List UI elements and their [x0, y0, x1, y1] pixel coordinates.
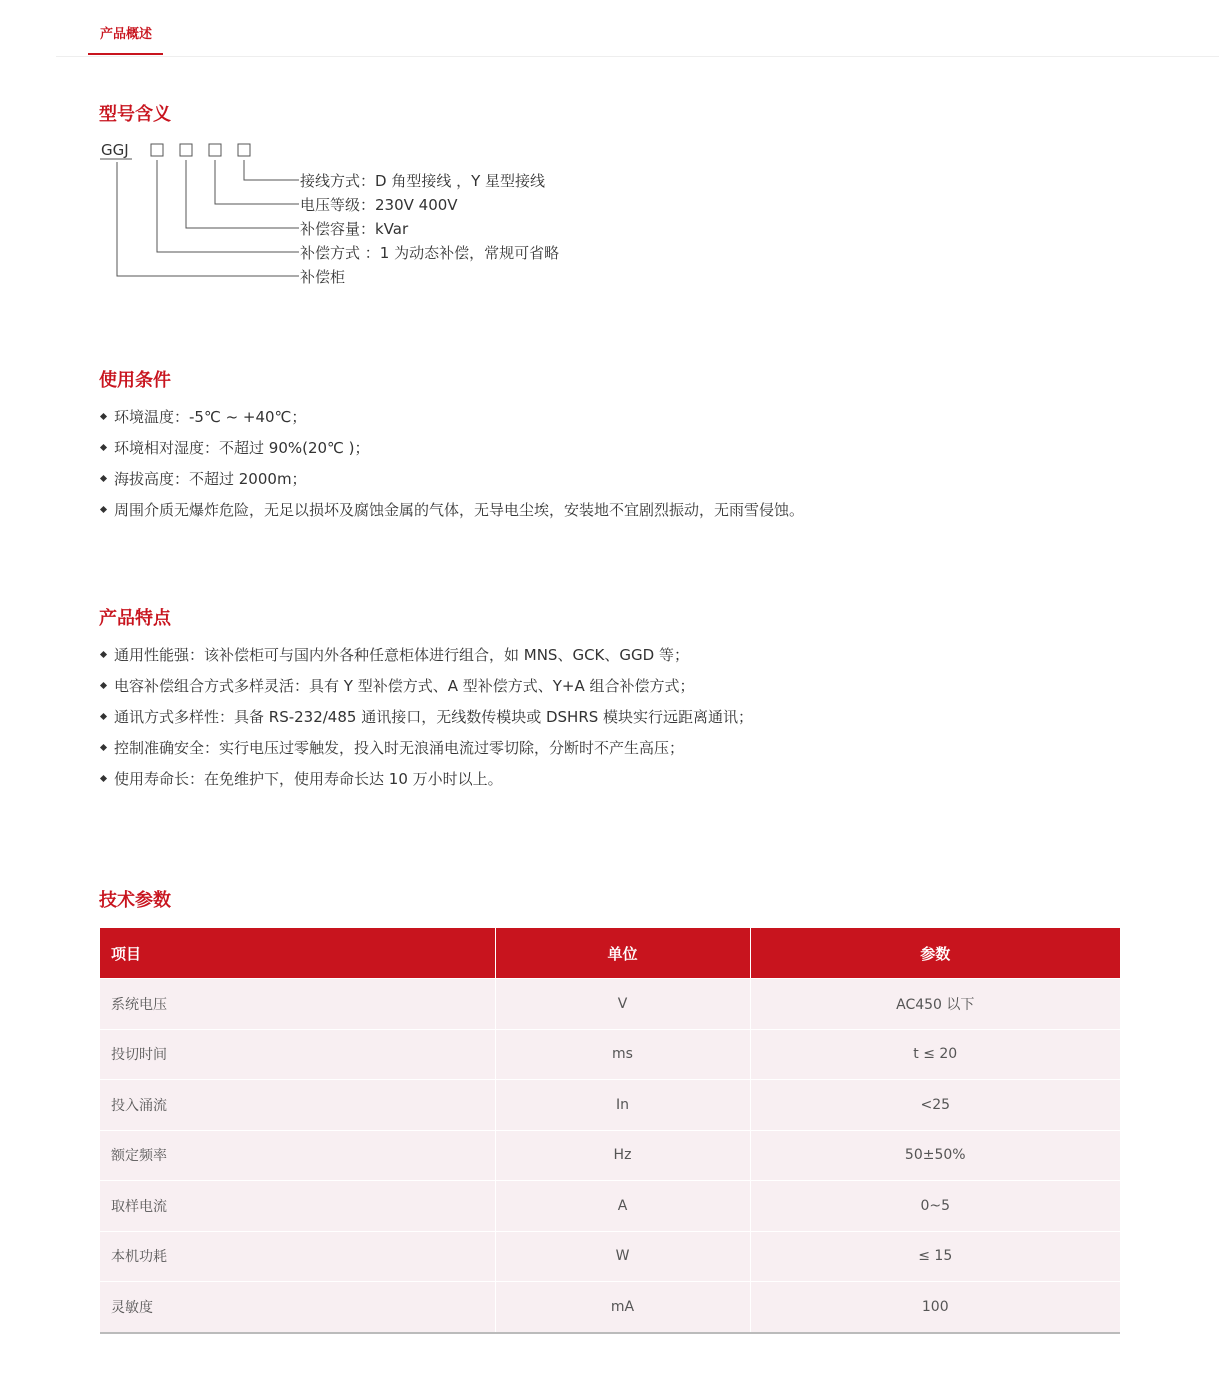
- tab-product-overview[interactable]: [88, 0, 163, 55]
- bullet-icon: [100, 506, 107, 513]
- list-item-text: 通用性能强：该补偿柜可与国内外各种任意柜体进行组合，如 MNS、GCK、GGD 等；: [114, 646, 689, 664]
- cell-item: 额定频率: [100, 1130, 495, 1181]
- cell-unit: A: [495, 1181, 750, 1232]
- list-item-text: 使用寿命长：在免维护下，使用寿命长达 10 万小时以上。: [114, 770, 503, 788]
- cell-unit: Hz: [495, 1130, 750, 1181]
- cell-item: 灵敏度: [100, 1282, 495, 1333]
- cell-item: 系统电压: [100, 979, 495, 1030]
- section-title-model: 型号含义: [99, 104, 171, 125]
- list-item-text: 环境相对湿度：不超过 90%(20℃ )；: [114, 439, 370, 457]
- features-list: [99, 644, 753, 799]
- conditions-list: [99, 406, 804, 530]
- table-row: [100, 1282, 1120, 1333]
- list-item: [99, 437, 804, 468]
- model-line-voltage: 电压等级：230V 400V: [300, 196, 458, 214]
- list-item: [99, 468, 804, 499]
- bullet-icon: [100, 682, 107, 689]
- table-row: [100, 1130, 1120, 1181]
- section-title-conditions: 使用条件: [99, 370, 171, 391]
- model-line-capacity: 补偿容量：kVar: [300, 220, 409, 238]
- cell-unit: W: [495, 1231, 750, 1282]
- list-item-text: 周围介质无爆炸危险，无足以损坏及腐蚀金属的气体，无导电尘埃，安装地不宜剧烈振动，无雨雪侵蚀。: [114, 501, 805, 519]
- cell-value: AC450 以下: [750, 979, 1120, 1030]
- table-row: [100, 1080, 1120, 1131]
- list-item: [99, 706, 753, 737]
- list-item: [99, 737, 753, 768]
- cell-item: 本机功耗: [100, 1231, 495, 1282]
- cell-value: 50±50%: [750, 1130, 1120, 1181]
- cell-unit: mA: [495, 1282, 750, 1333]
- cell-item: 取样电流: [100, 1181, 495, 1232]
- list-item-text: 控制准确安全：实行电压过零触发，投入时无浪涌电流过零切除，分断时不产生高压；: [114, 739, 685, 757]
- cell-value: <25: [750, 1080, 1120, 1131]
- cell-value: 100: [750, 1282, 1120, 1333]
- header-unit: 单位: [495, 928, 750, 979]
- spec-table: [100, 928, 1120, 1334]
- list-item: [99, 406, 804, 437]
- model-line-mode: 补偿方式 ：1 为动态补偿，常规可省略: [300, 244, 560, 262]
- cell-unit: V: [495, 979, 750, 1030]
- cell-unit: In: [495, 1080, 750, 1131]
- bullet-icon: [100, 744, 107, 751]
- header-item: 项目: [100, 928, 495, 979]
- bullet-icon: [100, 651, 107, 658]
- model-code: GGJ: [101, 141, 129, 159]
- model-line-wiring: 接线方式：D 角型接线 ，Y 星型接线: [300, 172, 546, 190]
- table-header-row: [100, 928, 1120, 979]
- bullet-icon: [100, 713, 107, 720]
- header-value: 参数: [750, 928, 1120, 979]
- section-title-features: 产品特点: [99, 608, 171, 629]
- table-row: [100, 1231, 1120, 1282]
- table-row: [100, 979, 1120, 1030]
- cell-value: ≤ 15: [750, 1231, 1120, 1282]
- bullet-icon: [100, 475, 107, 482]
- section-title-params: 技术参数: [99, 890, 171, 911]
- cell-unit: ms: [495, 1029, 750, 1080]
- table-row: [100, 1181, 1120, 1232]
- model-code-diagram: [99, 138, 619, 288]
- cell-value: 0~5: [750, 1181, 1120, 1232]
- bullet-icon: [100, 775, 107, 782]
- model-line-cabinet: 补偿柜: [300, 268, 346, 286]
- list-item-text: 通讯方式多样性：具备 RS-232/485 通讯接口，无线数传模块或 DSHRS 模块实行远距离通讯；: [114, 708, 754, 726]
- bullet-icon: [100, 413, 107, 420]
- cell-item: 投入涌流: [100, 1080, 495, 1131]
- list-item-text: 电容补偿组合方式多样灵活：具有 Y 型补偿方式、A 型补偿方式、Y+A 组合补偿方式；: [114, 677, 695, 695]
- list-item-text: 海拔高度：不超过 2000m；: [114, 470, 307, 488]
- list-item: [99, 644, 753, 675]
- list-item: [99, 675, 753, 706]
- cell-item: 投切时间: [100, 1029, 495, 1080]
- tab-bar: [56, 0, 1219, 57]
- bullet-icon: [100, 444, 107, 451]
- cell-value: t ≤ 20: [750, 1029, 1120, 1080]
- list-item: [99, 768, 753, 799]
- tab-label: 产品概述: [100, 27, 153, 42]
- list-item: [99, 499, 804, 530]
- table-row: [100, 1029, 1120, 1080]
- list-item-text: 环境温度：-5℃ ~ +40℃；: [114, 408, 307, 426]
